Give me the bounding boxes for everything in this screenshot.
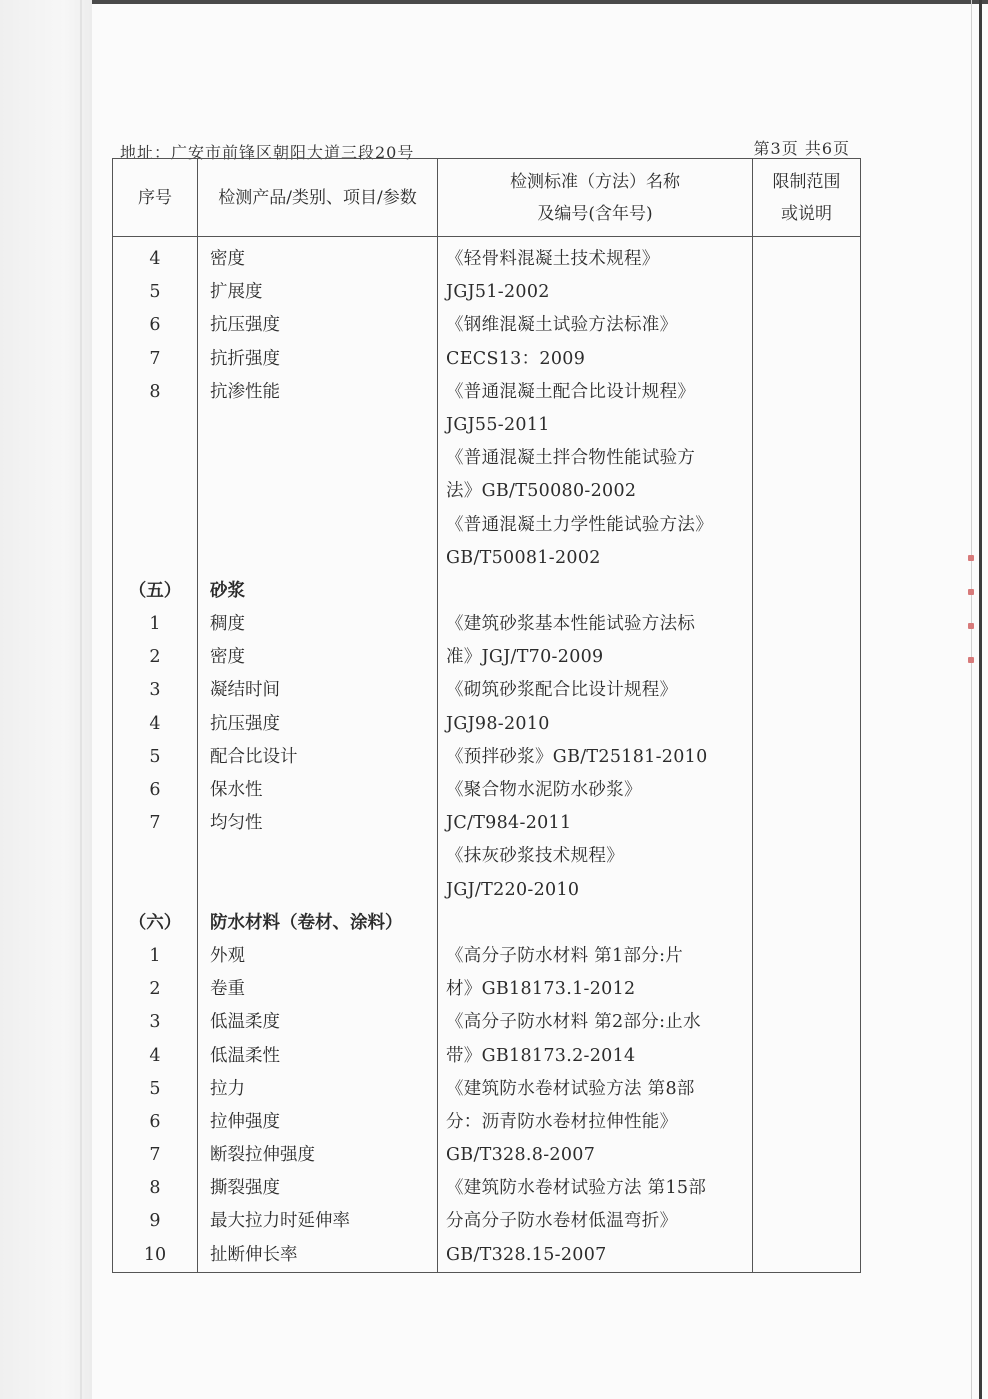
limit-cell (753, 1106, 861, 1139)
table-row (113, 1239, 861, 1273)
limit-cell (753, 774, 861, 807)
product-cell (198, 840, 438, 873)
product-cell: 外观 (198, 940, 438, 973)
standard-cell: 《建筑防水卷材试验方法 第15部 (438, 1172, 753, 1205)
table-row (113, 1040, 861, 1073)
limit-cell (753, 1172, 861, 1205)
serial-cell: 7 (113, 343, 198, 376)
limit-cell (753, 343, 861, 376)
page-number: 第3页 共6页 (753, 139, 850, 158)
serial-cell (113, 409, 198, 442)
product-cell (198, 442, 438, 475)
limit-cell (753, 674, 861, 707)
standard-cell (438, 575, 753, 608)
standard-cell: 《高分子防水材料 第2部分:止水 (438, 1006, 753, 1039)
table-row (113, 608, 861, 641)
seal-stamp-fragment (968, 555, 976, 695)
standard-cell: 《钢维混凝土试验方法标准》 (438, 309, 753, 342)
table-row (113, 874, 861, 907)
product-cell: 抗渗性能 (198, 376, 438, 409)
table-row (113, 840, 861, 873)
standard-cell: 材》GB18173.1-2012 (438, 973, 753, 1006)
limit-cell (753, 1006, 861, 1039)
address: 地址：广安市前锋区朝阳大道三段20号 (120, 143, 415, 162)
serial-cell: 3 (113, 674, 198, 707)
standard-cell: 《建筑砂浆基本性能试验方法标 (438, 608, 753, 641)
standard-cell: JGJ51-2002 (438, 276, 753, 309)
limit-cell (753, 840, 861, 873)
limit-cell (753, 807, 861, 840)
serial-cell (113, 840, 198, 873)
product-cell: 密度 (198, 641, 438, 674)
header-product: 检测产品/类别、项目/参数 (198, 159, 438, 237)
serial-cell: 5 (113, 741, 198, 774)
limit-cell (753, 641, 861, 674)
product-cell: 防水材料（卷材、涂料） (198, 907, 438, 940)
limit-cell (753, 243, 861, 276)
serial-cell: 6 (113, 774, 198, 807)
product-cell: 卷重 (198, 973, 438, 1006)
limit-cell (753, 608, 861, 641)
standard-cell: 《预拌砂浆》GB/T25181-2010 (438, 741, 753, 774)
limit-cell (753, 874, 861, 907)
product-cell (198, 475, 438, 508)
table-row (113, 708, 861, 741)
serial-cell: 1 (113, 940, 198, 973)
limit-cell (753, 509, 861, 542)
limit-cell (753, 376, 861, 409)
standard-cell: 《普通混凝土配合比设计规程》 (438, 376, 753, 409)
table-row (113, 1205, 861, 1238)
serial-cell: 10 (113, 1239, 198, 1273)
table-row (113, 1006, 861, 1039)
standard-cell: JGJ55-2011 (438, 409, 753, 442)
product-cell: 稠度 (198, 608, 438, 641)
scan-right-line (971, 0, 972, 1399)
limit-cell (753, 1205, 861, 1238)
standard-cell: 《建筑防水卷材试验方法 第8部 (438, 1073, 753, 1106)
product-cell: 均匀性 (198, 807, 438, 840)
product-cell (198, 409, 438, 442)
product-cell: 抗压强度 (198, 309, 438, 342)
serial-cell: 2 (113, 641, 198, 674)
serial-cell: 7 (113, 1139, 198, 1172)
limit-cell (753, 575, 861, 608)
limit-cell (753, 1040, 861, 1073)
table-row (113, 409, 861, 442)
table-row (113, 774, 861, 807)
standard-cell: JGJ/T220-2010 (438, 874, 753, 907)
limit-cell (753, 1239, 861, 1273)
standard-cell: 法》GB/T50080-2002 (438, 475, 753, 508)
product-cell: 密度 (198, 243, 438, 276)
product-cell: 凝结时间 (198, 674, 438, 707)
serial-cell: 6 (113, 309, 198, 342)
standard-cell: 《普通混凝土力学性能试验方法》 (438, 509, 753, 542)
serial-cell: （六） (113, 907, 198, 940)
serial-cell (113, 874, 198, 907)
table-row (113, 1073, 861, 1106)
limit-cell (753, 475, 861, 508)
scan-left-shadow (0, 0, 92, 1399)
product-cell: 低温柔度 (198, 1006, 438, 1039)
product-cell: 保水性 (198, 774, 438, 807)
limit-cell (753, 309, 861, 342)
serial-cell: 4 (113, 243, 198, 276)
limit-cell (753, 741, 861, 774)
limit-cell (753, 1139, 861, 1172)
standard-cell: 带》GB18173.2-2014 (438, 1040, 753, 1073)
product-cell: 配合比设计 (198, 741, 438, 774)
serial-cell: 4 (113, 1040, 198, 1073)
standard-cell: 《普通混凝土拌合物性能试验方 (438, 442, 753, 475)
scan-top-edge (0, 0, 988, 4)
table-row (113, 309, 861, 342)
serial-cell (113, 542, 198, 575)
table-row (113, 807, 861, 840)
table-row (113, 509, 861, 542)
table-row (113, 243, 861, 276)
serial-cell: 5 (113, 1073, 198, 1106)
table-row (113, 276, 861, 309)
product-cell: 低温柔性 (198, 1040, 438, 1073)
serial-cell: 4 (113, 708, 198, 741)
standard-cell: 分高分子防水卷材低温弯折》 (438, 1205, 753, 1238)
serial-cell: 8 (113, 376, 198, 409)
standards-table (112, 158, 861, 1273)
serial-cell: 7 (113, 807, 198, 840)
table-row (113, 741, 861, 774)
standard-cell: GB/T328.15-2007 (438, 1239, 753, 1273)
serial-cell (113, 509, 198, 542)
product-cell (198, 542, 438, 575)
product-cell (198, 874, 438, 907)
table-row (113, 1172, 861, 1205)
serial-cell: 9 (113, 1205, 198, 1238)
standard-cell: 《聚合物水泥防水砂浆》 (438, 774, 753, 807)
product-cell: 断裂拉伸强度 (198, 1139, 438, 1172)
table-row (113, 1139, 861, 1172)
table-section-row (113, 575, 861, 608)
standard-cell: CECS13：2009 (438, 343, 753, 376)
page-header (120, 136, 850, 160)
product-cell: 拉力 (198, 1073, 438, 1106)
product-cell: 扩展度 (198, 276, 438, 309)
limit-cell (753, 542, 861, 575)
serial-cell: 2 (113, 973, 198, 1006)
limit-cell (753, 442, 861, 475)
table-row (113, 542, 861, 575)
product-cell (198, 509, 438, 542)
standard-cell: GB/T50081-2002 (438, 542, 753, 575)
table-row (113, 376, 861, 409)
serial-cell: 3 (113, 1006, 198, 1039)
table-row (113, 442, 861, 475)
table-row (113, 641, 861, 674)
standard-cell: JC/T984-2011 (438, 807, 753, 840)
serial-cell (113, 475, 198, 508)
standard-cell (438, 907, 753, 940)
product-cell: 撕裂强度 (198, 1172, 438, 1205)
header-serial: 序号 (113, 159, 198, 237)
serial-cell: 6 (113, 1106, 198, 1139)
limit-cell (753, 409, 861, 442)
serial-cell: 1 (113, 608, 198, 641)
standard-cell: 《轻骨料混凝土技术规程》 (438, 243, 753, 276)
limit-cell (753, 973, 861, 1006)
standard-cell: GB/T328.8-2007 (438, 1139, 753, 1172)
header-limit: 限制范围 或说明 (753, 159, 861, 237)
standard-cell: 《抹灰砂浆技术规程》 (438, 840, 753, 873)
table-row (113, 674, 861, 707)
table-row (113, 940, 861, 973)
table-header-row (113, 159, 861, 237)
header-standard: 检测标准（方法）名称 及编号(含年号) (438, 159, 753, 237)
product-cell: 最大拉力时延伸率 (198, 1205, 438, 1238)
limit-cell (753, 1073, 861, 1106)
serial-cell (113, 442, 198, 475)
table-row (113, 475, 861, 508)
scan-right-edge (979, 0, 982, 1399)
product-cell: 砂浆 (198, 575, 438, 608)
standard-cell: 分：沥青防水卷材拉伸性能》 (438, 1106, 753, 1139)
limit-cell (753, 276, 861, 309)
table-row (113, 973, 861, 1006)
product-cell: 拉伸强度 (198, 1106, 438, 1139)
serial-cell: （五） (113, 575, 198, 608)
table-row (113, 1106, 861, 1139)
scan-fold-line (80, 0, 82, 1399)
limit-cell (753, 907, 861, 940)
product-cell: 扯断伸长率 (198, 1239, 438, 1273)
product-cell: 抗折强度 (198, 343, 438, 376)
table-body (113, 237, 861, 1273)
serial-cell: 8 (113, 1172, 198, 1205)
table-section-row (113, 907, 861, 940)
serial-cell: 5 (113, 276, 198, 309)
standard-cell: 《砌筑砂浆配合比设计规程》 (438, 674, 753, 707)
standard-cell: 准》JGJ/T70-2009 (438, 641, 753, 674)
limit-cell (753, 708, 861, 741)
limit-cell (753, 940, 861, 973)
standard-cell: 《高分子防水材料 第1部分:片 (438, 940, 753, 973)
table-row (113, 343, 861, 376)
standard-cell: JGJ98-2010 (438, 708, 753, 741)
product-cell: 抗压强度 (198, 708, 438, 741)
